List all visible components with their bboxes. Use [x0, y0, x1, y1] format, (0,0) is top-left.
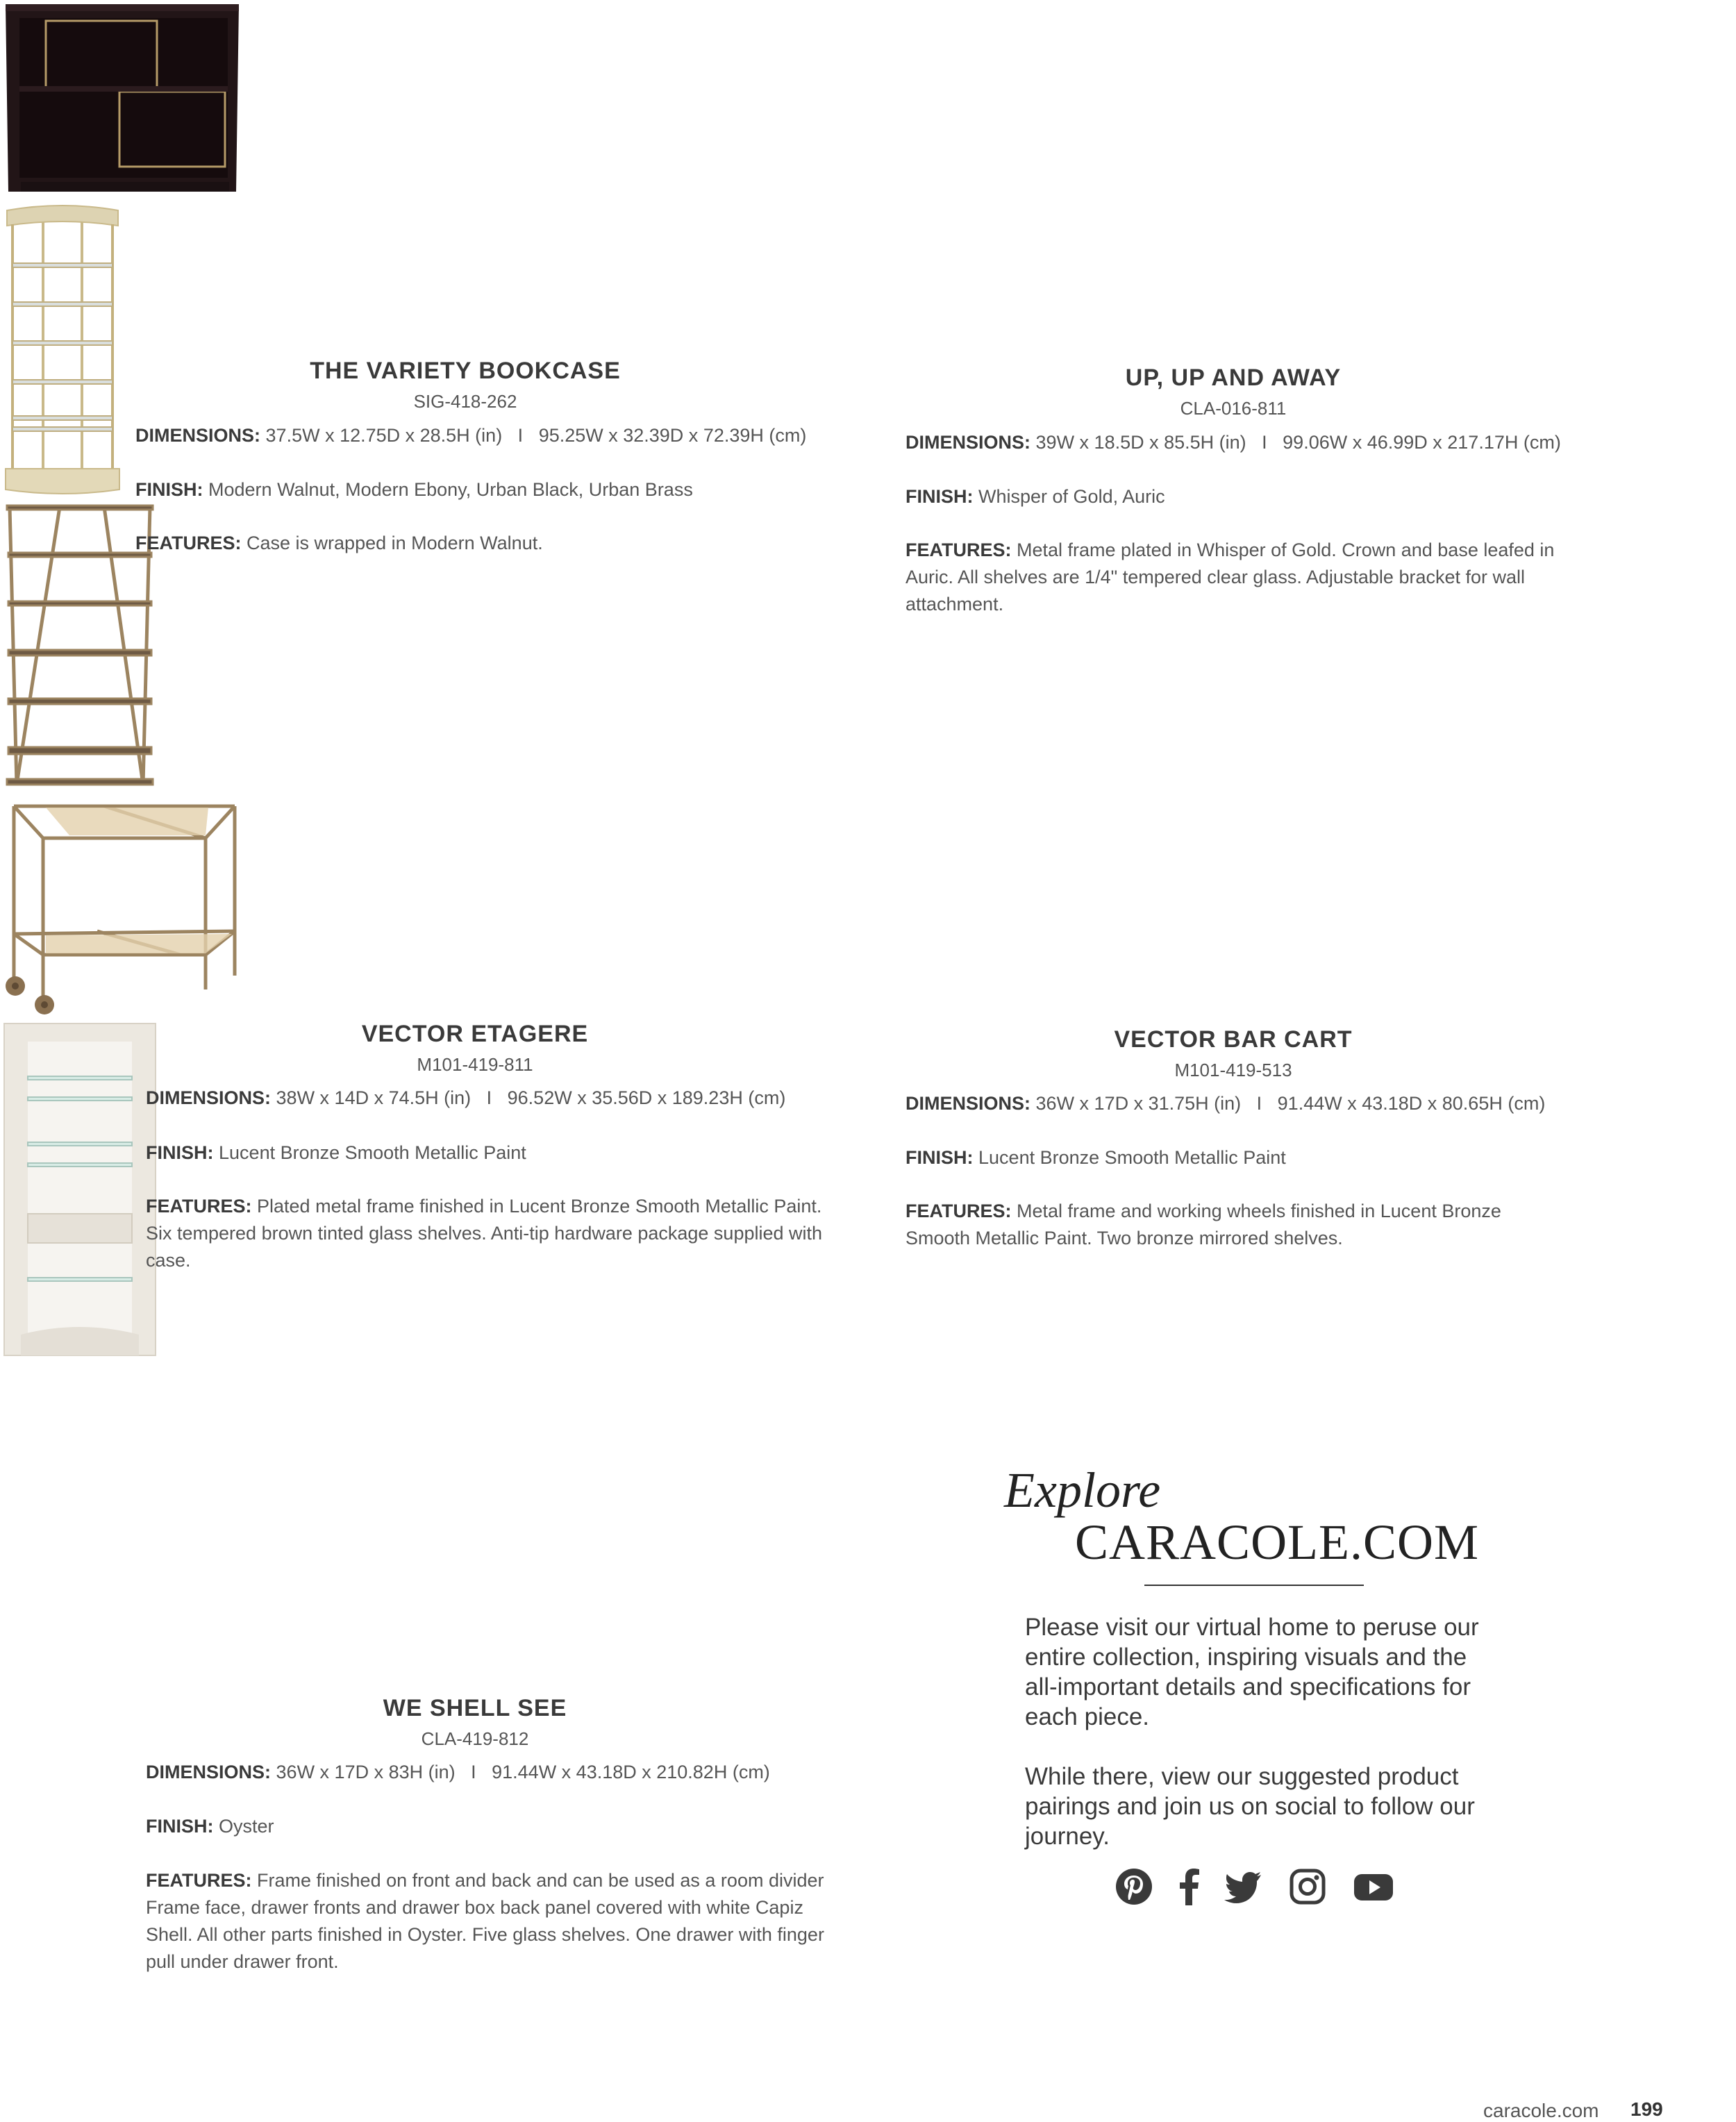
dimensions-value: 39W x 18.5D x 85.5H (in) I 99.06W x 46.99D x 217.17H (cm): [1035, 432, 1561, 453]
explore-heading: Explore: [1004, 1462, 1161, 1518]
finish-label: FINISH:: [905, 486, 974, 507]
finish-value: Modern Walnut, Modern Ebony, Urban Black, Urban Brass: [208, 479, 693, 500]
we-shell-see-image: [0, 1021, 160, 1361]
dimensions-line: [146, 1085, 868, 1112]
product-title: THE VARIETY BOOKCASE: [310, 358, 621, 384]
youtube-icon[interactable]: [1353, 1868, 1394, 1905]
product-sku: M101-419-811: [417, 1054, 533, 1075]
finish-label: FINISH:: [135, 479, 203, 500]
dimensions-line: [146, 1759, 868, 1786]
finish-line: [905, 1144, 1614, 1171]
up-up-and-away-image: [0, 205, 125, 496]
dimensions-label: DIMENSIONS:: [135, 425, 261, 446]
page-number: 199: [1630, 2098, 1663, 2120]
features-label: FEATURES:: [146, 1196, 252, 1217]
product-sku: CLA-016-811: [1180, 398, 1287, 419]
features-line: [146, 1867, 854, 1975]
finish-line: [135, 476, 871, 503]
pinterest-icon[interactable]: [1115, 1868, 1153, 1905]
dimensions-label: DIMENSIONS:: [146, 1087, 272, 1108]
dimensions-line: [905, 1090, 1614, 1117]
dimensions-label: DIMENSIONS:: [905, 432, 1031, 453]
features-line: [135, 530, 871, 557]
finish-label: FINISH:: [146, 1142, 214, 1163]
dimensions-line: [905, 429, 1614, 456]
features-line: [905, 537, 1600, 618]
features-value: Metal frame and working wheels finished in Lucent Bronze Smooth Metallic Paint. Two bronze mirrored shelves.: [905, 1201, 1501, 1248]
dimensions-value: 36W x 17D x 83H (in) I 91.44W x 43.18D x 210.82H (cm): [276, 1762, 770, 1782]
explore-paragraph-1: Please visit our virtual home to peruse our entire collection, inspiring visuals and the all-important details and specifications for each piece.: [1025, 1614, 1479, 1730]
explore-paragraph-2: While there, view our suggested product pairings and join us on social to follow our journey.: [1025, 1763, 1475, 1850]
dimensions-value: 37.5W x 12.75D x 28.5H (in) I 95.25W x 32.39D x 72.39H (cm): [265, 425, 807, 446]
features-line: [146, 1193, 840, 1274]
features-label: FEATURES:: [905, 540, 1012, 560]
dimensions-line: [135, 422, 871, 449]
vector-bar-cart-image: [0, 795, 243, 1017]
product-sku: M101-419-513: [1174, 1060, 1292, 1080]
explore-divider: [1144, 1585, 1364, 1586]
facebook-icon[interactable]: [1176, 1868, 1201, 1905]
product-title: VECTOR BAR CART: [1114, 1026, 1353, 1053]
dimensions-value: 38W x 14D x 74.5H (in) I 96.52W x 35.56D x 189.23H (cm): [276, 1087, 786, 1108]
explore-site-heading[interactable]: CARACOLE.COM: [1075, 1514, 1480, 1570]
instagram-icon[interactable]: [1289, 1868, 1326, 1905]
finish-label: FINISH:: [905, 1147, 974, 1168]
product-title: WE SHELL SEE: [383, 1695, 567, 1721]
finish-value: Oyster: [219, 1816, 274, 1837]
features-line: [905, 1198, 1558, 1252]
dimensions-label: DIMENSIONS:: [905, 1093, 1031, 1114]
product-sku: SIG-418-262: [413, 391, 517, 412]
product-sku: CLA-419-812: [421, 1728, 529, 1749]
product-title: UP, UP AND AWAY: [1125, 365, 1342, 391]
features-value: Plated metal frame finished in Lucent Bronze Smooth Metallic Paint. Six tempered brown tinted glass shelves. Anti-tip hardware package supplied with case.: [146, 1196, 823, 1271]
finish-value: Lucent Bronze Smooth Metallic Paint: [219, 1142, 526, 1163]
product-title: VECTOR ETAGERE: [361, 1021, 589, 1047]
variety-bookcase-image: [0, 0, 250, 201]
twitter-icon[interactable]: [1224, 1868, 1262, 1905]
dimensions-value: 36W x 17D x 31.75H (in) I 91.44W x 43.18D x 80.65H (cm): [1035, 1093, 1546, 1114]
finish-label: FINISH:: [146, 1816, 214, 1837]
footer-site-link[interactable]: caracole.com: [1483, 2100, 1599, 2121]
finish-line: [146, 1813, 868, 1840]
features-label: FEATURES:: [146, 1870, 252, 1891]
features-value: Case is wrapped in Modern Walnut.: [247, 533, 543, 553]
features-value: Frame finished on front and back and can be used as a room divider Frame face, drawer fronts and drawer box back panel covered with white Capiz Shell. All other parts finished in Oyster. Five glass shelves. One drawer with finger pull under drawer front.: [146, 1870, 824, 1972]
features-value: Metal frame plated in Whisper of Gold. Crown and base leafed in Auric. All shelves are 1/4" tempered clear glass. Adjustable bracket for wall attachment.: [905, 540, 1555, 615]
finish-line: [905, 483, 1614, 510]
features-label: FEATURES:: [905, 1201, 1012, 1221]
dimensions-label: DIMENSIONS:: [146, 1762, 272, 1782]
finish-line: [146, 1139, 868, 1167]
finish-value: Lucent Bronze Smooth Metallic Paint: [978, 1147, 1286, 1168]
finish-value: Whisper of Gold, Auric: [978, 486, 1165, 507]
features-label: FEATURES:: [135, 533, 242, 553]
